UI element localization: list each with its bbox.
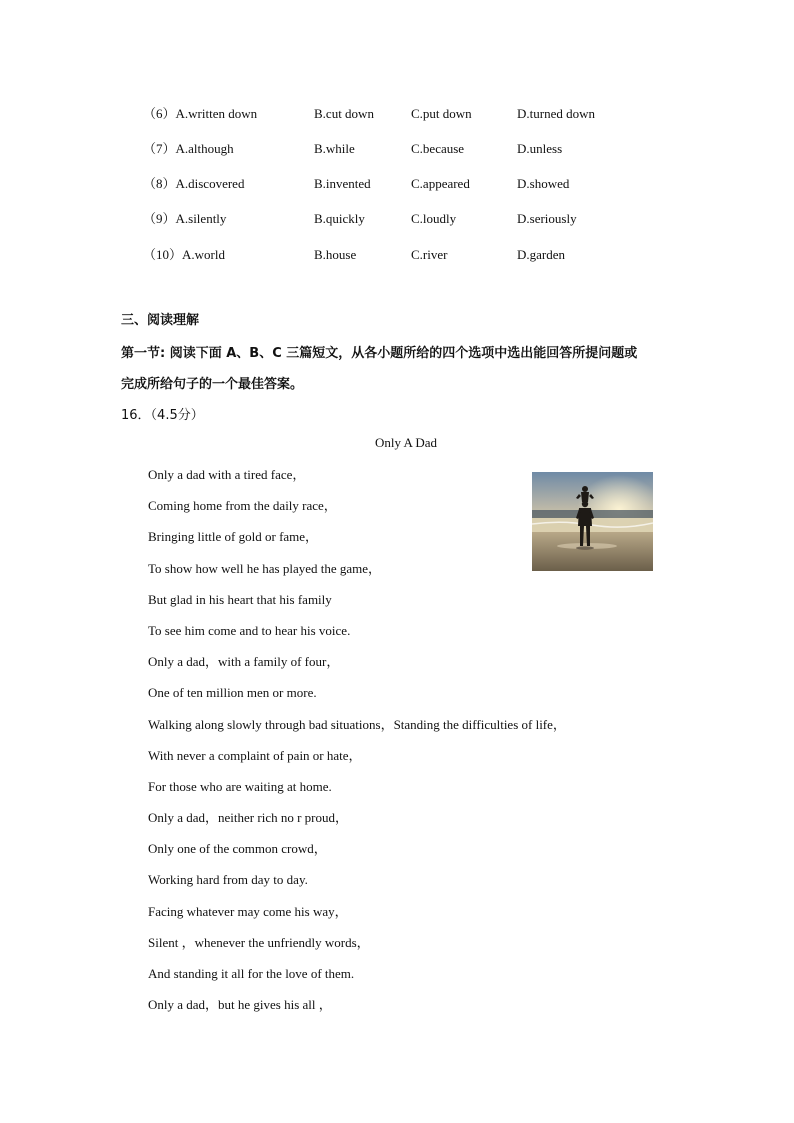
option-b: B.invented — [314, 176, 371, 191]
option-d: D.garden — [517, 247, 566, 262]
poem-line: With never a complaint of pain or hate， — [148, 748, 362, 763]
father-child-silhouette-image — [532, 472, 653, 571]
option-b: B.quickly — [314, 211, 365, 226]
option-a: （10）A.world — [143, 247, 225, 262]
beach-photo — [532, 472, 653, 571]
section-instruction: 第一节: 阅读下面 A、B、C 三篇短文，从各小题所给的四个选项中选出能回答所提问题或 — [121, 346, 638, 361]
option-c: C.river — [411, 247, 448, 262]
option-a: （8）A.discovered — [143, 176, 245, 191]
question-header: 16．（4.5分） — [121, 408, 204, 423]
poem-line: For those who are waiting at home. — [148, 779, 332, 794]
poem-line: Only a dad with a tired face， — [148, 467, 306, 482]
option-d: D.turned down — [517, 106, 595, 121]
option-c: C.loudly — [411, 211, 457, 226]
poem-line: One of ten million men or more. — [148, 685, 317, 700]
option-c: C.because — [411, 141, 465, 156]
option-d: D.unless — [517, 141, 563, 156]
poem-line: Only a dad，but he gives his all ， — [148, 997, 332, 1012]
poem-line: Working hard from day to day. — [148, 872, 308, 887]
option-row — [0, 139, 794, 159]
poem-line: Walking along slowly through bad situations，Standing the difficulties of life， — [148, 717, 566, 732]
option-b: B.house — [314, 247, 357, 262]
option-a: （6）A.written down — [143, 106, 258, 121]
poem-line: Only a dad，neither rich no r proud， — [148, 810, 349, 825]
section-title: 三、阅读理解 — [121, 313, 200, 328]
poem-title: Only A Dad — [374, 435, 438, 450]
section-instruction-cont: 完成所给句子的一个最佳答案。 — [121, 377, 304, 392]
option-d: D.showed — [517, 176, 570, 191]
poem-line: To see him come and to hear his voice. — [148, 623, 351, 638]
poem-line: Bringing little of gold or fame， — [148, 529, 319, 544]
option-a: （9）A.silently — [143, 211, 227, 226]
poem-line: Only one of the common crowd， — [148, 841, 327, 856]
poem-line: Coming home from the daily race， — [148, 498, 337, 513]
poem-line: But glad in his heart that his family — [148, 592, 332, 607]
option-a: （7）A.although — [143, 141, 234, 156]
poem-line: To show how well he has played the game， — [148, 561, 382, 576]
poem-line: Facing whatever may come his way， — [148, 904, 348, 919]
option-c: C.put down — [411, 106, 472, 121]
option-row — [0, 174, 794, 194]
poem-line: And standing it all for the love of them. — [148, 966, 355, 981]
option-row — [0, 245, 794, 265]
option-c: C.appeared — [411, 176, 470, 191]
poem-line: Silent ，whenever the unfriendly words， — [148, 935, 370, 950]
poem-line: Only a dad，with a family of four， — [148, 654, 340, 669]
option-row — [0, 104, 794, 124]
option-b: B.cut down — [314, 106, 374, 121]
option-b: B.while — [314, 141, 355, 156]
option-row — [0, 209, 794, 229]
option-d: D.seriously — [517, 211, 577, 226]
